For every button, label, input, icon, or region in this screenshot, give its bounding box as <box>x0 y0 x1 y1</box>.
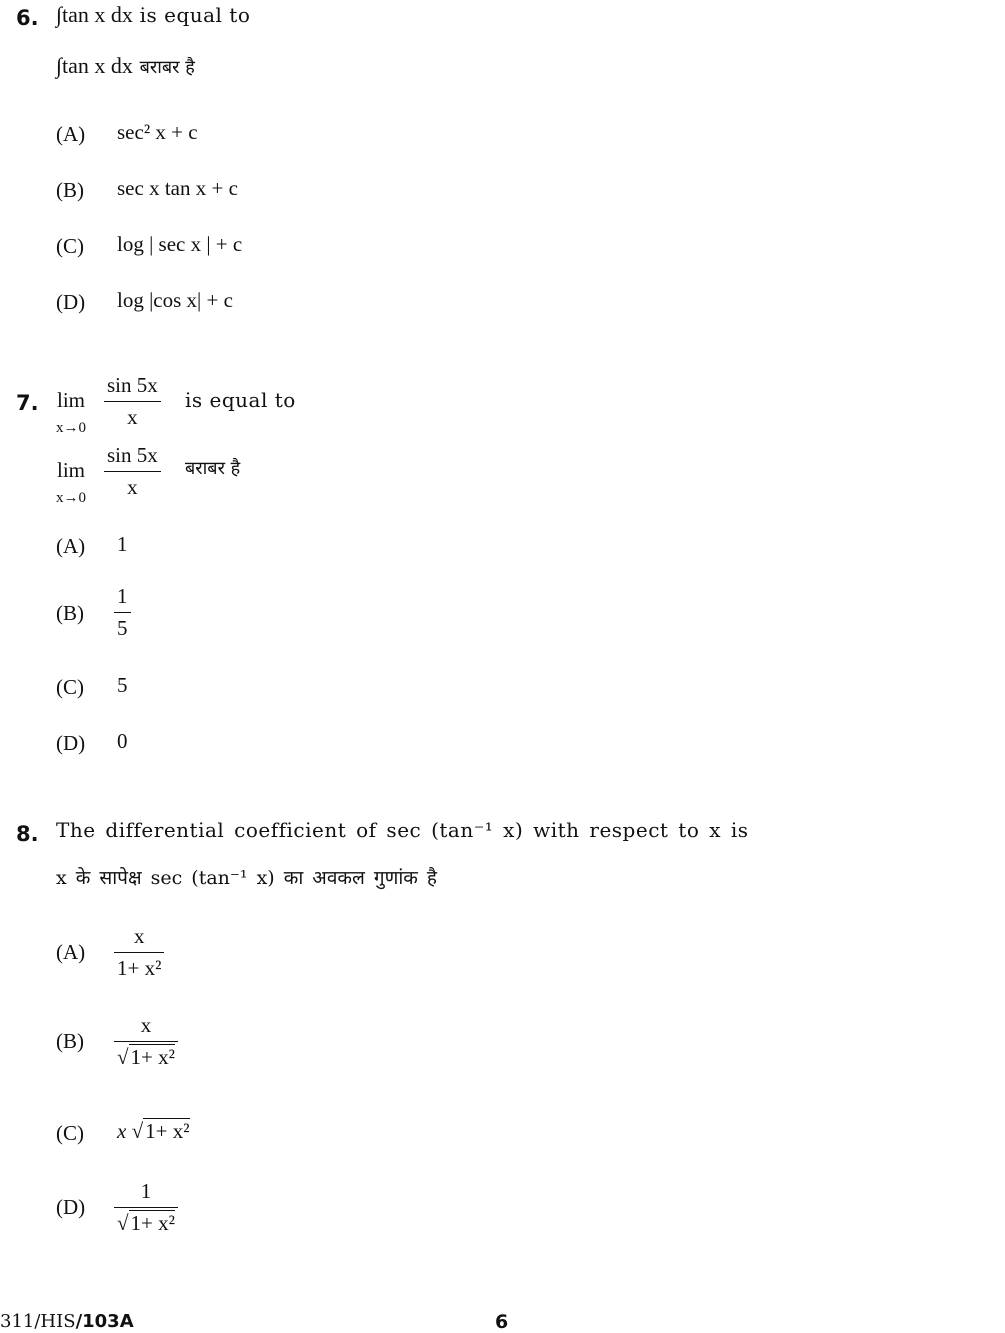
lim-text: lim <box>57 388 86 412</box>
option-value: log | sec x | + c <box>117 232 243 256</box>
paper-code-suffix: /103A <box>75 1311 134 1332</box>
fraction-denominator: x <box>127 405 138 429</box>
lim-subscript: x→0 <box>56 420 86 436</box>
option-label: (A) <box>56 940 86 964</box>
option-value: 1 <box>117 532 128 556</box>
option-value: log |cos x| + c <box>117 288 233 312</box>
question-number: 8. <box>16 822 39 846</box>
option-fraction <box>114 1013 178 1070</box>
fraction-numerator: x <box>140 1013 152 1037</box>
option-fraction <box>114 924 164 981</box>
sqrt-icon: √1+ x² <box>131 1119 190 1143</box>
fraction-numerator: 1 <box>140 1179 152 1203</box>
prompt-text-hindi: बराबर है <box>185 458 241 479</box>
fraction-bar <box>104 471 161 472</box>
fraction-bar <box>114 612 131 613</box>
option-label: (D) <box>56 1195 86 1219</box>
variable: x <box>117 1119 127 1143</box>
fraction-numerator: sin 5x <box>107 443 158 467</box>
fraction-denominator: 5 <box>117 616 128 640</box>
question-prompt-en: The differential coefficient of sec (tan⁻¹ x) with respect to x is <box>56 818 749 842</box>
option-label: (C) <box>56 675 84 699</box>
option-label: (A) <box>56 122 86 146</box>
option-label: (B) <box>56 178 84 202</box>
fraction-numerator: 1 <box>117 584 128 608</box>
sqrt-icon: √1+ x² <box>117 1211 175 1235</box>
option-value: sec² x + c <box>117 120 198 144</box>
limit-operator <box>54 458 88 508</box>
option-value: sec x tan x + c <box>117 176 238 200</box>
radicand: 1+ x² <box>145 1119 190 1143</box>
question-prompt-hi <box>56 55 195 77</box>
prompt-text-hindi: बराबर है <box>139 57 195 78</box>
limit-operator <box>54 388 88 438</box>
fraction-denominator: 1+ x² <box>117 956 162 980</box>
option-label: (A) <box>56 534 86 558</box>
question-prompt-en <box>56 4 250 26</box>
radicand: 1+ x² <box>130 1045 175 1069</box>
fraction-bar <box>104 401 161 402</box>
option-label: (C) <box>56 1121 84 1145</box>
integral-expression: ∫tan x dx <box>56 53 133 78</box>
option-value <box>117 1119 190 1144</box>
fraction-denominator <box>114 1211 178 1236</box>
paper-code-prefix: 311/HIS <box>0 1311 76 1332</box>
option-label: (D) <box>56 290 86 314</box>
fraction-bar <box>114 1207 178 1208</box>
fraction-numerator: sin 5x <box>107 373 158 397</box>
radicand: 1+ x² <box>130 1211 175 1235</box>
fraction-denominator: x <box>127 475 138 499</box>
lim-subscript: x→0 <box>56 490 86 506</box>
prompt-text: is equal to <box>185 388 296 412</box>
option-value: 5 <box>117 673 128 697</box>
option-label: (C) <box>56 234 84 258</box>
integral-expression: ∫tan x dx <box>56 2 133 27</box>
lim-text: lim <box>57 458 86 482</box>
option-label: (B) <box>56 601 84 625</box>
fraction <box>104 443 161 500</box>
option-label: (B) <box>56 1029 84 1053</box>
paper-code <box>0 1311 134 1332</box>
option-fraction <box>114 584 131 641</box>
question-number: 7. <box>16 391 39 415</box>
sqrt-icon: √1+ x² <box>117 1045 175 1069</box>
page-number: 6 <box>495 1311 509 1333</box>
fraction-bar <box>114 952 164 953</box>
fraction-denominator <box>114 1045 178 1070</box>
option-value: 0 <box>117 729 128 753</box>
question-number: 6. <box>16 6 39 30</box>
question-prompt-hi: x के सापेक्ष sec (tan⁻¹ x) का अवकल गुणांक है <box>56 867 437 889</box>
option-label: (D) <box>56 731 86 755</box>
fraction-numerator: x <box>133 924 145 948</box>
prompt-text: is equal to <box>139 3 251 27</box>
fraction-bar <box>114 1041 178 1042</box>
fraction <box>104 373 161 430</box>
option-fraction <box>114 1179 178 1236</box>
